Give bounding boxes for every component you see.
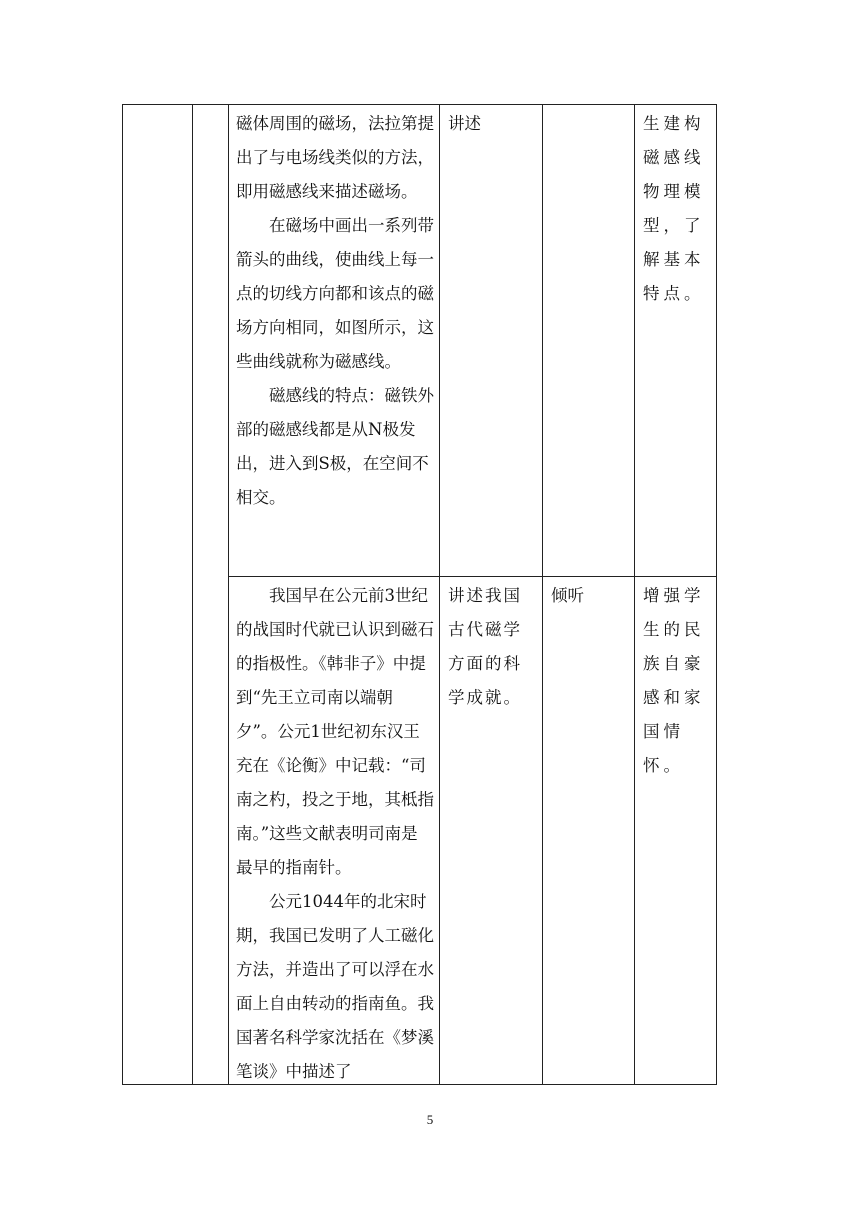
row1-design-intent: 生建构磁感线物理模型，了解基本特点。 xyxy=(643,114,705,303)
row2-paragraph-2: 公元1044年的北宋时期，我国已发明了人工磁化方法，并造出了可以浮在水面上自由转动的指南鱼。我国著名科学家沈括在《梦溪笔谈》中描述了 xyxy=(236,892,434,1081)
row2-student-activity-cell xyxy=(551,579,631,613)
page-number: 5 xyxy=(426,1112,434,1127)
row1-design-intent-cell xyxy=(643,107,711,311)
row2-design-intent: 增强学生的民族自豪感和家国情怀。 xyxy=(643,586,705,775)
row2-design-intent-cell xyxy=(643,579,711,783)
row2-student-activity: 倾听 xyxy=(551,586,584,605)
row1-teacher-activity-cell xyxy=(448,107,536,141)
row2-teacher-activity-cell xyxy=(448,579,536,715)
row1-paragraph-1: 磁体周围的磁场，法拉第提出了与电场线类似的方法，即用磁感线来描述磁场。 xyxy=(236,114,434,201)
row1-paragraph-2: 在磁场中画出一系列带箭头的曲线，使曲线上每一点的切线方向都和该点的磁场方向相同，如图所示，这些曲线就称为磁感线。 xyxy=(236,216,434,371)
row1-content-cell xyxy=(236,107,434,515)
row2-content-cell xyxy=(236,579,434,1089)
row2-teacher-activity: 讲述我国古代磁学方面的科学成就。 xyxy=(448,586,522,707)
row1-teacher-activity: 讲述 xyxy=(448,114,481,133)
row1-paragraph-3: 磁感线的特点：磁铁外部的磁感线都是从N极发出，进入到S极，在空间不相交。 xyxy=(236,386,434,507)
row2-paragraph-1: 我国早在公元前3世纪的战国时代就已认识到磁石的指极性。《韩非子》中提到“先王立司南以端朝夕”。公元1世纪初东汉王充在《论衡》中记载：“司南之杓，投之于地，其柢指南。”这些文献表明司南是最早的指南针。 xyxy=(236,586,434,877)
